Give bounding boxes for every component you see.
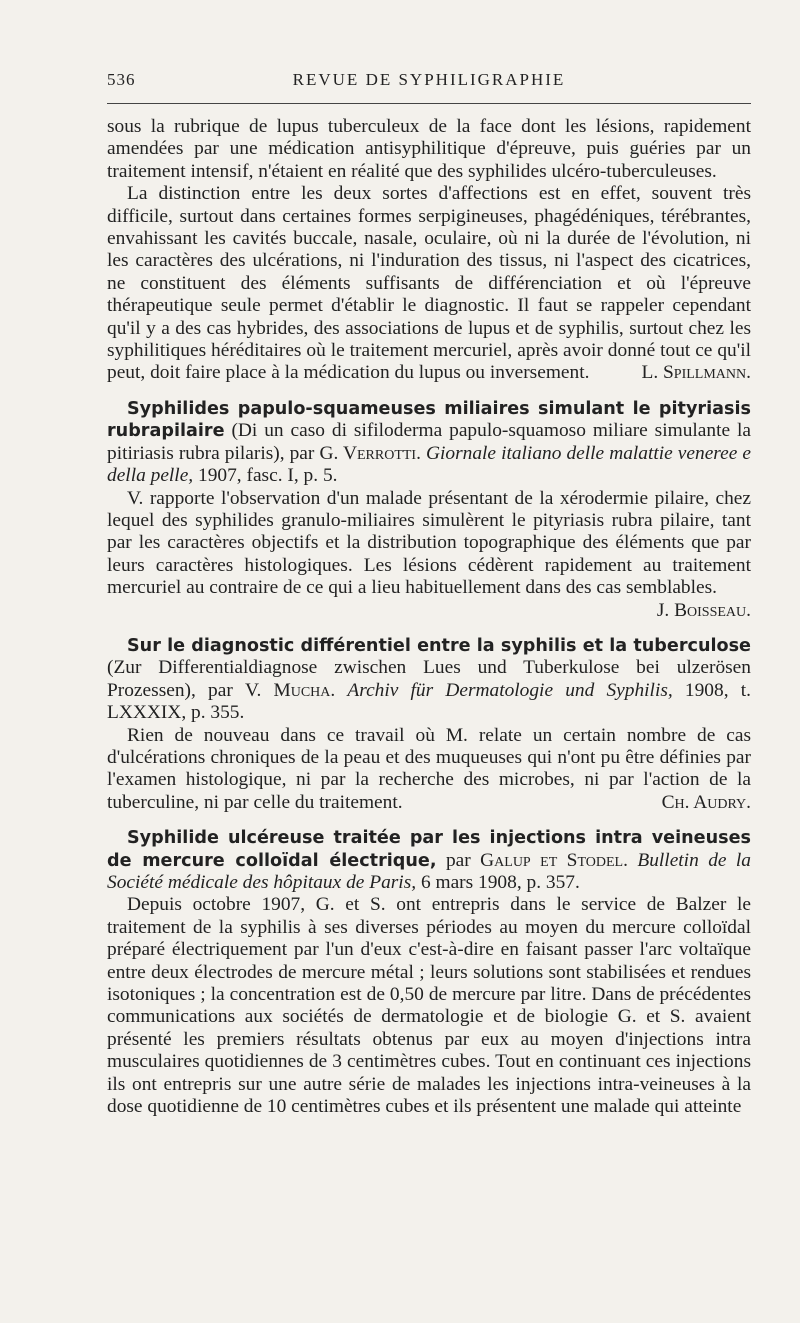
- entry-text: Depuis octobre 1907, G. et S. ont entrepris dans le service de Balzer le traitement de la syphilis à ses diverses périodes au moyen du mercure colloïdal préparé électriquement par l'un d'eux c'est-à-dire en faisant passer l'arc voltaïque entre deux électrodes de mercure métal ; leurs solutions sont stabilisées et rendues isotoniques ; la concentration est de 0,50 de mercure par litre. Dans de précédentes communications aux sociétés de dermatologie et de biologie G. et S. avaient présenté les premiers résultats obtenus par eux au moyen d'injections intra musculaires quotidiennes de 3 centimètres cubes. Tout en continuant ces injections ils ont entrepris sur une autre série de malades les injections intra-veineuses à la dose quotidienne de 10 centimètres cubes et ils présentent une malade qui atteinte: [107, 894, 751, 1118]
- entry-citation: 1907, fasc. I, p. 5.: [198, 465, 338, 487]
- entry-heading: [107, 827, 751, 894]
- signature: L. Spillmann.: [641, 362, 751, 384]
- entry-title: Sur le diagnostic différentiel entre la syphilis et la tuberculose: [127, 635, 751, 656]
- paragraph-continuation: sous la rubrique de lupus tuberculeux de la face dont les lésions, rapidement amendées par une médication antisyphilitique d'épreuve, puis guéries par un traitement intensif, n'étaient en réalité que des syphilides ulcéro-tuberculeuses.: [107, 116, 751, 182]
- entry-author: V. Mucha.: [244, 679, 336, 701]
- entry-journal: Giornale italiano delle malattie veneree e della pelle,: [107, 442, 751, 487]
- review-entry: [107, 398, 751, 622]
- entry-author: G. Verrotti.: [319, 442, 421, 464]
- entry-text: Rien de nouveau dans ce travail où M. relate un certain nombre de cas d'ulcérations chroniques de la peau et des muqueuses qui n'ont pu être définies par l'examen histologique, ni par la recherche des microbes, ni par l'action de la tuberculine, ni par celle du traitement.: [107, 724, 751, 813]
- entry-reference: par: [445, 849, 471, 871]
- entry-author: Galup et Stodel.: [480, 849, 628, 871]
- entry-journal: Archiv für Dermatologie und Syphilis,: [347, 679, 673, 701]
- page-body: [107, 116, 751, 1118]
- signature: J. Boisseau.: [656, 599, 751, 621]
- entry-citation: 1908, t. LXXXIX, p. 355.: [107, 679, 751, 724]
- entry-heading: [107, 635, 751, 725]
- page-header: [107, 70, 751, 94]
- running-title: REVUE DE SYPHILIGRAPHIE: [292, 70, 566, 89]
- header-rule: [107, 103, 751, 104]
- entry-journal: Bulletin de la Société médicale des hôpitaux de Paris,: [107, 849, 751, 893]
- entry-heading: [107, 398, 751, 488]
- entry-body: [107, 725, 751, 815]
- review-entry: [107, 827, 751, 1118]
- entry-title: Syphilides papulo-squameuses miliaires simulant le pityriasis rubrapilaire: [107, 398, 751, 442]
- entry-reference: (Zur Differentialdiagnose zwischen Lues und Tuberkulose bei ulzerösen Prozessen), par: [107, 657, 751, 701]
- entry-body: [107, 488, 751, 622]
- review-entry: [107, 635, 751, 814]
- signature: Ch. Audry.: [661, 791, 751, 813]
- entry-title: Syphilide ulcéreuse traitée par les injections intra veineuses de mercure colloïdal électrique,: [107, 828, 751, 871]
- entry-text: V. rapporte l'observation d'un malade présentant de la xérodermie pilaire, chez lequel des syphilides granulo-miliaires simulèrent le pityriasis rubra pilaire, tant par les caractères objectifs et la distribution topographique des éléments que par leurs caractères histologiques. Les lésions cédèrent rapidement au traitement mercuriel au contraire de ce qui a lieu habituellement dans des cas semblables.: [107, 487, 751, 599]
- entry-body: [107, 894, 751, 1118]
- paragraph: [107, 183, 751, 385]
- paragraph-text: La distinction entre les deux sortes d'affections est en effet, souvent très difficile, surtout dans certaines formes serpigineuses, phagédéniques, térébrantes, envahissant les cavités buccale, nasale, oculaire, où ni la durée de l'évolution, ni les caractères des ulcérations, ni l'induration des tissus, ni l'aspect des cicatrices, ne constituent des éléments suffisants de différenciation et où l'épreuve thérapeutique seule permet d'établir le diagnostic. Il faut se rappeler cependant qu'il y a des cas hybrides, des associations de lupus et de syphilis, surtout chez les syphilitiques héréditaires où le traitement mercuriel, après avoir donné tout ce qu'il peut, doit faire place à la médication du lupus ou inversement.: [107, 183, 751, 384]
- page-number: 536: [107, 70, 136, 89]
- entry-citation: 6 mars 1908, p. 357.: [420, 872, 580, 893]
- entry-reference: (Di un caso di sifiloderma papulo-squamoso miliare simulante la pitiriasis rubra pilaris), par: [107, 420, 751, 464]
